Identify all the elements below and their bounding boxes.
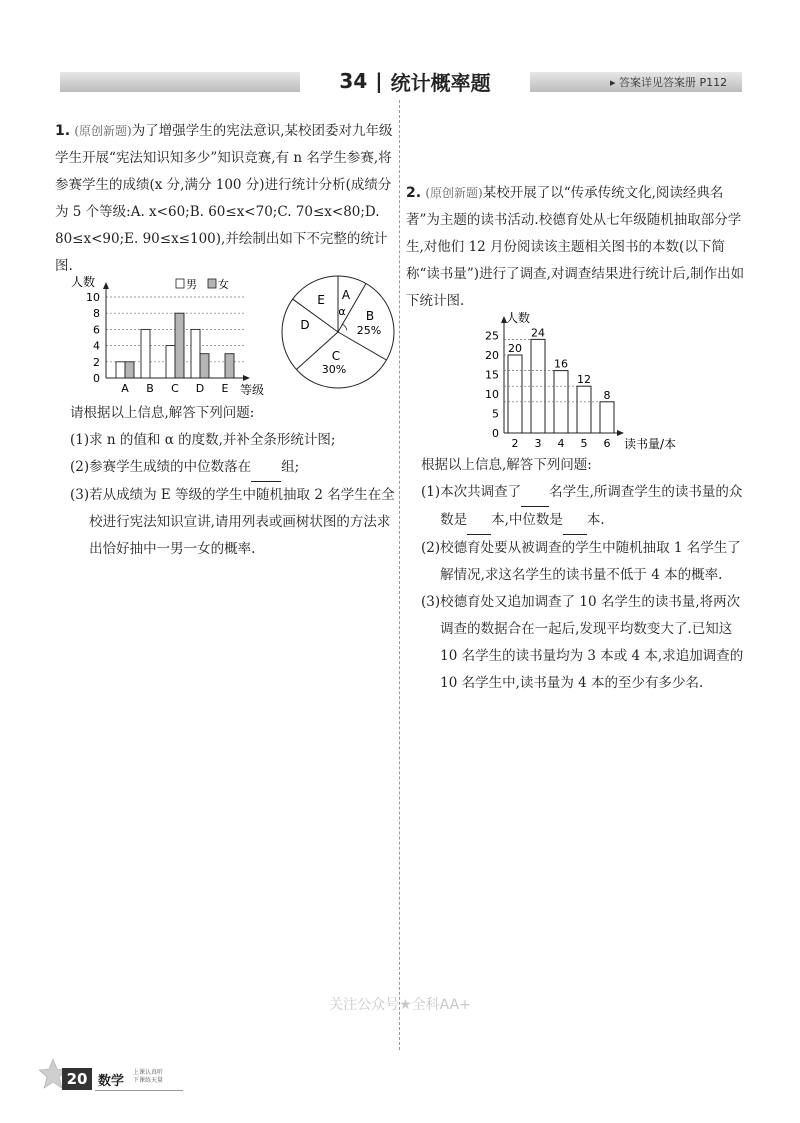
section-number: 34 [339,69,368,93]
q1-x-arrow [243,375,250,381]
x-tick-label: E [221,382,229,395]
q2-axes [485,330,499,441]
q1-part-1: (1) 求 n 的值和 α 的度数,并补全条形统计图; [70,432,336,448]
footer-slogan: 上课认真听 下课练天量 [133,1069,164,1084]
q2-part-1: (1) 本次共调查了 名学生,所调查学生的读书量的众数是 本,中位数是 本. [421,479,751,535]
q2-tag: (原创新题) [425,186,483,200]
x-tick-label: 6 [603,437,611,450]
bar [508,355,522,433]
footer-rule [95,1090,183,1091]
q1-bars [116,313,234,395]
q1-questions [70,400,396,563]
pie-label-d: D [300,318,310,332]
x-tick-label: B [146,382,154,395]
x-tick-label: D [195,382,205,395]
q1-part-3: (3) 若从成绩为 E 等级的学生中随机抽取 2 名学生在全校进行宪法知识宣讲,请用列表或画树状图的方法求出恰好抽中一男一女的概率. [70,487,395,557]
y-tick-label: 6 [93,323,100,337]
answer-blank[interactable] [521,479,549,507]
q1-stem: 为了增强学生的宪法意识,某校团委对九年级学生开展“宪法知识知多少”知识竞赛,有 n 名学生参赛,将参赛学生的成绩(x 分,满分 100 分)进行统计分析(成绩分为 5 个等级:A. x<60;B. 60≤x<70;C. 70≤x<80;D. 80≤x<90;E. 90≤x≤100),并绘制出如下不完整的统计图. [55,123,393,274]
pie-label-a: A [341,288,351,302]
q1-stem-paragraph [55,118,395,280]
answer-blank[interactable] [251,454,281,482]
bar-male [141,329,150,378]
x-tick-label: 4 [557,437,565,450]
q1-tag: (原创新题) [74,124,132,138]
y-tick-label: 10 [485,388,499,401]
q2-questions [421,452,751,697]
q2-part-3: (3) 校德育处又追加调查了 10 名学生的读书量,将两次调查的数据合在一起后,发现平均数变大了.已知这 10 名学生的读书量均为 3 本或 4 本,求追加调查的 10 名学生中,读书量为 4 本的至少有多少名. [421,594,744,691]
y-tick-label: 0 [492,427,499,440]
legend-female-swatch [208,279,216,288]
pie-label-b: B [365,309,375,323]
y-tick-label: 8 [93,307,100,321]
bar-value-label: 8 [603,388,611,402]
y-tick-label: 0 [93,372,100,385]
pie-alpha-label: α [338,305,346,318]
bar-value-label: 12 [577,373,591,387]
q1-pie-chart [278,272,398,402]
y-tick-label: 5 [492,407,499,421]
section-name: 统计概率题 [390,70,491,95]
y-tick-label: 2 [93,355,100,369]
x-tick-label: A [121,382,129,395]
q2-number: 2. [406,185,422,201]
bar [577,386,591,433]
x-tick-label: 5 [580,437,588,450]
x-tick-label: 3 [534,437,542,450]
bar-male [166,346,175,378]
pie-percent-c: 30% [321,363,347,376]
q1-bar-chart [68,272,278,402]
question-1 [55,118,395,280]
pie-label-e: E [317,293,325,307]
bar-male [191,329,200,378]
answer-blank[interactable] [563,507,587,535]
column-divider [399,100,400,1050]
q2-stem-paragraph [406,180,752,315]
legend-male-swatch [176,279,184,288]
y-tick-label: 10 [86,291,100,304]
bar-female [125,362,134,378]
q2-x-label: 读书量/本 [624,437,677,451]
pie-percent-b: 25% [356,324,382,337]
q2-x-arrow [617,430,624,436]
q1-pie [282,276,394,388]
q1-part-2: (2) 参赛学生成绩的中位数落在 组; [70,454,396,482]
question-2 [406,180,752,315]
legend-male-label: 男 [186,278,197,291]
y-tick-label: 4 [93,339,100,353]
q1-y-arrow [103,282,109,289]
bar-value-label: 16 [554,357,568,371]
bar [600,402,614,433]
x-tick-label: C [171,382,179,395]
title-separator: | [375,69,383,93]
x-tick-label: 2 [511,437,519,450]
page-number: 20 [62,1068,92,1090]
y-tick-label: 25 [485,329,499,343]
q1-y-label: 人数 [71,275,96,289]
watermark: 关注公众号★全科AA+ [329,997,471,1013]
q1-x-label: 等级 [240,383,265,397]
bar-female [175,313,184,378]
y-tick-label: 20 [485,349,499,362]
q1-prompt: 请根据以上信息,解答下列问题: [70,405,255,421]
bar-value-label: 20 [508,342,522,355]
section-title [300,64,530,98]
q2-stem: 某校开展了以“传承传统文化,阅读经典名著”为主题的读书活动.校德育处从七年级随机抽取部分学生,对他们 12 月份阅读该主题相关图书的本数(以下简称“读书量”)进行了调查,对调查结果进行统计后,制作出如下统计图. [406,185,745,309]
bar-male [116,362,125,378]
subject-label: 数学 [98,1074,125,1089]
q2-bars [504,326,614,450]
bar-value-label: 24 [531,326,545,340]
q2-bar-chart [478,308,688,454]
q2-prompt: 根据以上信息,解答下列问题: [421,457,592,473]
bar-female [225,354,234,378]
legend-female-label: 女 [218,278,229,291]
answer-reference: ▸ 答案详见答案册 P112 [610,76,728,89]
q1-number: 1. [55,123,71,139]
answer-blank[interactable] [467,507,491,535]
pie-label-c: C [331,349,341,363]
y-tick-label: 15 [485,368,499,382]
q2-part-2: (2) 校德育处要从被调查的学生中随机抽取 1 名学生了解情况,求这名学生的读书量不低于 4 本的概率. [421,540,741,583]
bar-female [200,354,209,378]
q2-y-label: 人数 [506,311,531,325]
